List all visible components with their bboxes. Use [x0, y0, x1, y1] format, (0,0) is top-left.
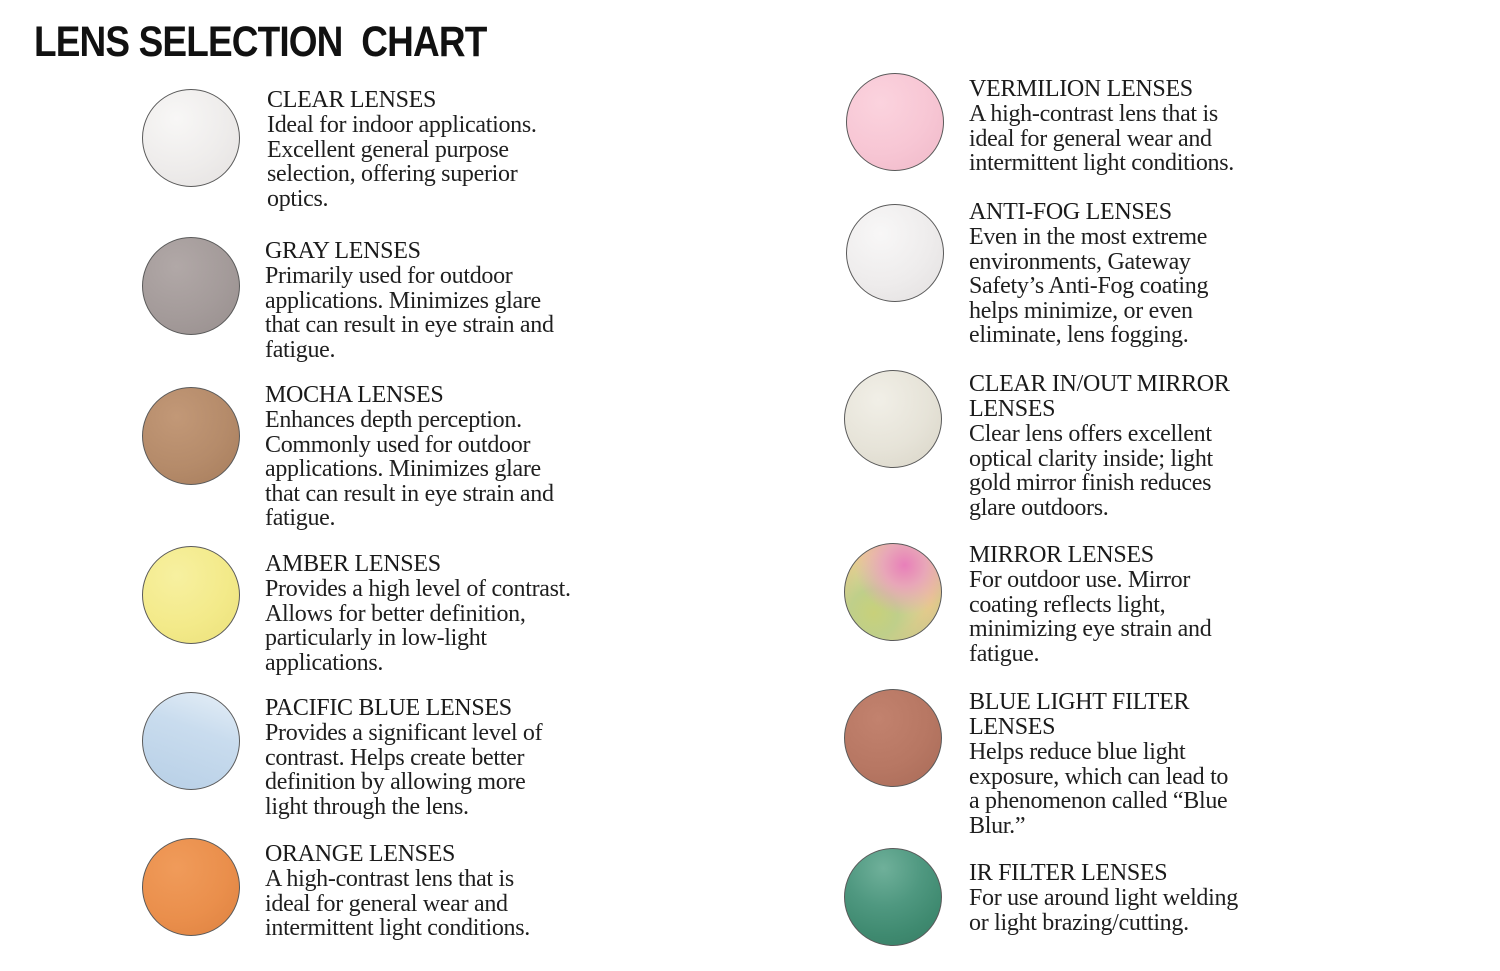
lens-name: GRAY LENSES	[265, 238, 421, 264]
clear-in-out-mirror-lens-swatch	[844, 370, 942, 468]
lens-description: Enhances depth perception. Commonly used for outdoor applications. Minimizes glare that can result in eye strain and fatigue.	[265, 407, 554, 531]
lens-name: ORANGE LENSES	[265, 841, 456, 867]
lens-name: CLEAR LENSES	[267, 87, 437, 113]
mocha-lens-swatch	[142, 387, 240, 485]
lens-name: VERMILION LENSES	[969, 76, 1193, 102]
clear-lens-swatch	[142, 89, 240, 187]
amber-lens-swatch	[142, 546, 240, 644]
lens-description: Helps reduce blue light exposure, which can lead to a phenomenon called “Blue Blur.”	[969, 739, 1229, 839]
lens-name: AMBER LENSES	[265, 551, 441, 577]
lens-description: Ideal for indoor applications. Excellent general purpose selection, offering superior optics.	[267, 112, 537, 212]
lens-name: PACIFIC BLUE LENSES	[265, 695, 512, 721]
mirror-lens-swatch	[844, 543, 942, 641]
lens-description: For use around light welding or light brazing/cutting.	[969, 885, 1238, 936]
lens-description: Provides a high level of contrast. Allows for better definition, particularly in low-light applications.	[265, 576, 571, 676]
lens-description: A high-contrast lens that is ideal for general wear and intermittent light conditions.	[969, 101, 1234, 176]
lens-description: A high-contrast lens that is ideal for general wear and intermittent light conditions.	[265, 866, 530, 941]
vermilion-lens-swatch	[846, 73, 944, 171]
lens-description: Provides a significant level of contrast. Helps create better definition by allowing more light through the lens.	[265, 720, 543, 820]
lens-name: BLUE LIGHT FILTER LENSES	[969, 689, 1190, 740]
page-title: LENS SELECTION CHART	[34, 18, 487, 66]
lens-description: Primarily used for outdoor applications. Minimizes glare that can result in eye strain and fatigue.	[265, 263, 554, 363]
anti-fog-lens-swatch	[846, 204, 944, 302]
lens-name: CLEAR IN/OUT MIRROR LENSES	[969, 371, 1230, 422]
ir-filter-lens-swatch	[844, 848, 942, 946]
lens-name: IR FILTER LENSES	[969, 860, 1168, 886]
lens-description: Even in the most extreme environments, Gateway Safety’s Anti-Fog coating helps minimize, or even eliminate, lens fogging.	[969, 224, 1209, 348]
lens-name: MIRROR LENSES	[969, 542, 1154, 568]
lens-description: Clear lens offers excellent optical clarity inside; light gold mirror finish reduces glare outdoors.	[969, 421, 1213, 521]
lens-description: For outdoor use. Mirror coating reflects light, minimizing eye strain and fatigue.	[969, 567, 1212, 667]
orange-lens-swatch	[142, 838, 240, 936]
pacific-blue-lens-swatch	[142, 692, 240, 790]
lens-name: ANTI-FOG LENSES	[969, 199, 1172, 225]
lens-name: MOCHA LENSES	[265, 382, 444, 408]
blue-light-filter-lens-swatch	[844, 689, 942, 787]
gray-lens-swatch	[142, 237, 240, 335]
